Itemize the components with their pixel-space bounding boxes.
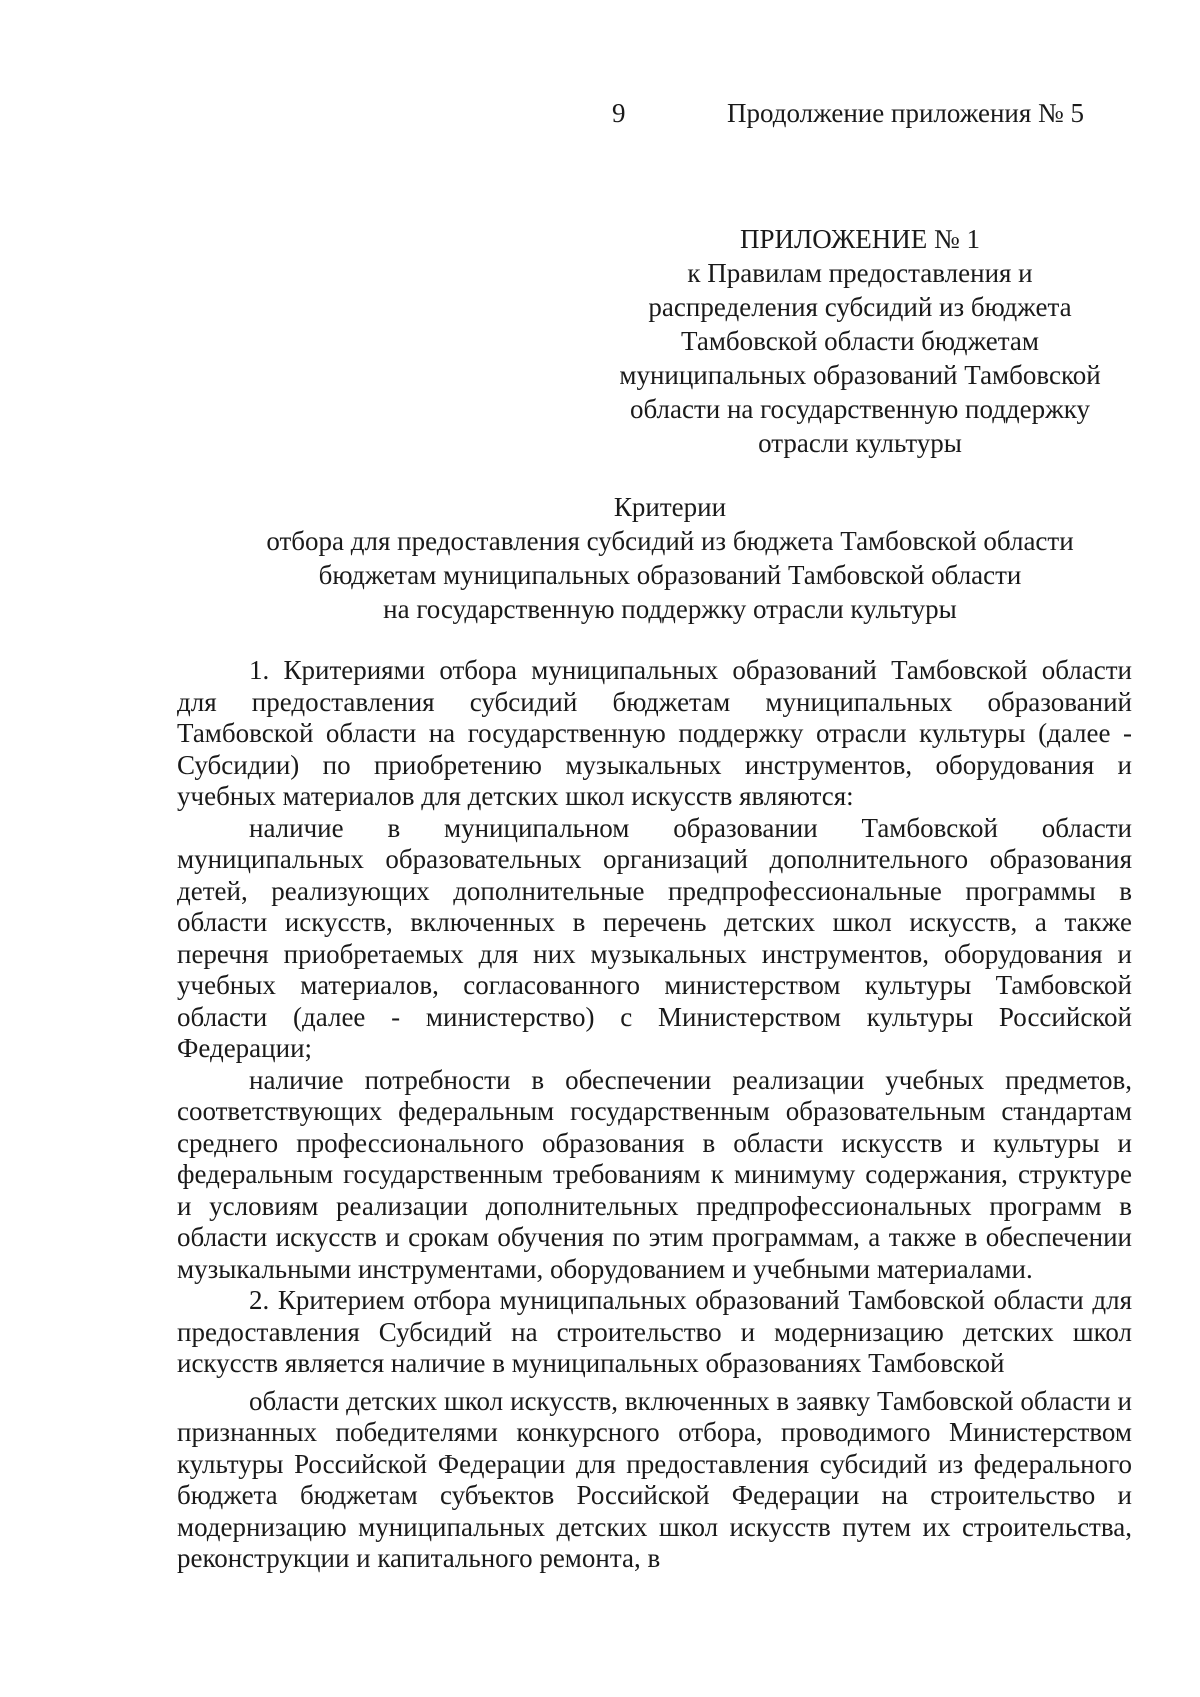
criteria-subtitle-line: отбора для предоставления субсидий из бюджета Тамбовской области <box>266 526 1074 556</box>
appendix-line: Тамбовской области бюджетам <box>681 326 1039 356</box>
page-number: 9 <box>612 98 626 128</box>
criteria-subtitle-line: бюджетам муниципальных образований Тамбовской области <box>318 560 1022 590</box>
criteria-heading: Критерии <box>613 492 727 522</box>
paragraph: 2. Критерием отбора муниципальных образований Тамбовской области для предоставления Субсидий на строительство и модернизацию детских школ искусств является наличие в муниципальных образованиях Тамбовской <box>177 1285 1132 1378</box>
paragraph: наличие в муниципальном образовании Тамбовской области муниципальных образовательных организаций дополнительного образования детей, реализующих дополнительные предпрофессиональные программы в области искусств, включенных в перечень детских школ искусств, а также перечня приобретаемых для них музыкальных инструментов, оборудования и учебных материалов, согласованного министерством культуры Тамбовской области (далее - министерство) с Министерством культуры Российской Федерации; <box>177 812 1132 1063</box>
appendix-line: области на государственную поддержку <box>629 394 1091 424</box>
appendix-line: к Правилам предоставления и <box>687 258 1033 288</box>
paragraph: 1. Критериями отбора муниципальных образований Тамбовской области для предоставления субсидий бюджетам муниципальных образований Тамбовской области на государственную поддержку отрасли культуры (далее - Субсидии) по приобретению музыкальных инструментов, оборудования и учебных материалов для детских школ искусств являются: <box>177 655 1132 811</box>
continuation-note: Продолжение приложения № 5 <box>727 98 1085 128</box>
paragraph: области детских школ искусств, включенных в заявку Тамбовской области и признанных победителями конкурсного отбора, проводимого Министерством культуры Российской Федерации для предоставления субсидий из федерального бюджета бюджетам субъектов Российской Федерации на строительство и модернизацию муниципальных детских школ искусств путем их строительства, реконструкции и капитального ремонта, в <box>177 1385 1132 1573</box>
appendix-line: муниципальных образований Тамбовской <box>619 360 1101 390</box>
criteria-subtitle-line: на государственную поддержку отрасли культуры <box>383 594 957 624</box>
appendix-block <box>600 222 1120 460</box>
appendix-line: распределения субсидий из бюджета <box>648 292 1072 322</box>
appendix-line: отрасли культуры <box>758 428 962 458</box>
criteria-title-block <box>230 490 1110 626</box>
appendix-title: ПРИЛОЖЕНИЕ № 1 <box>739 224 981 254</box>
document-body <box>177 655 1132 1575</box>
paragraph: наличие потребности в обеспечении реализации учебных предметов, соответствующих федеральным государственным образовательным стандартам среднего профессионального образования в области искусств и культуры и федеральным государственным требованиям к минимуму содержания, структуре и условиям реализации дополнительных предпрофессиональных программ в области искусств и срокам обучения по этим программам, а также в обеспечении музыкальными инструментами, оборудованием и учебными материалами. <box>177 1064 1132 1284</box>
